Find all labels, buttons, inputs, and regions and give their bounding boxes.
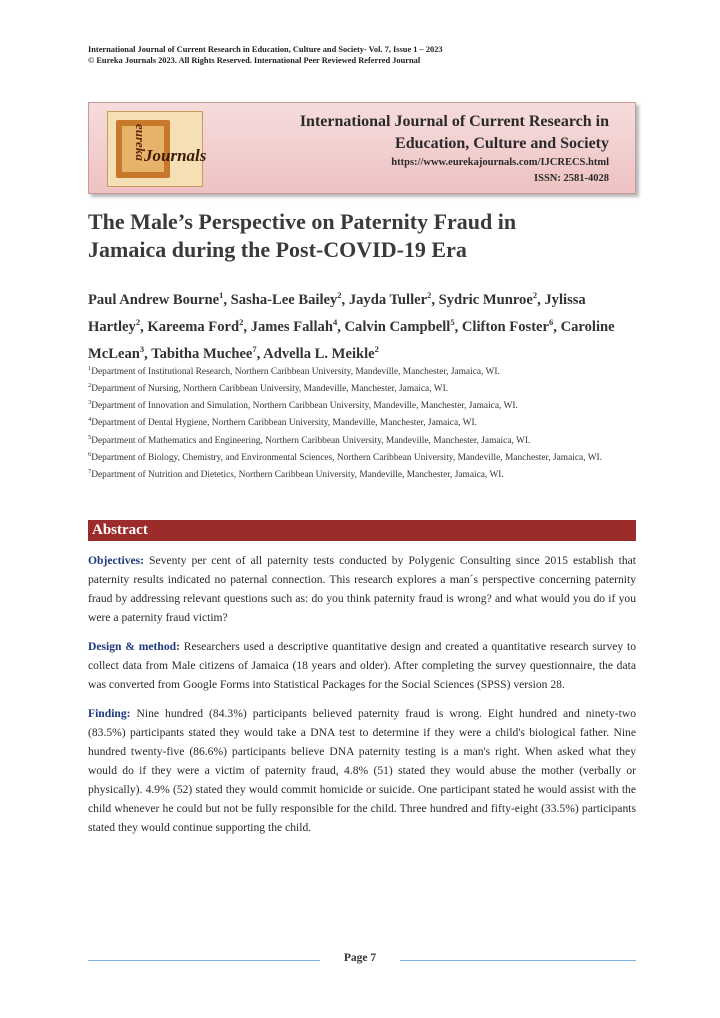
author-affiliation-marker: 2 [239, 316, 244, 327]
abstract-body [88, 551, 636, 847]
affiliation-list [88, 362, 636, 482]
author-name-text: Advella L. Meikle [263, 345, 375, 362]
banner-text [300, 111, 609, 187]
design-label: Design & method: [88, 640, 180, 653]
affiliation-text: Department of Innovation and Simulation, Northern Caribbean University, Mandeville, Manchester, Jamaica, WI. [91, 401, 518, 412]
author-name [88, 292, 223, 308]
objectives-label: Objectives: [88, 554, 145, 567]
affiliation-number: 7 [88, 467, 92, 475]
author-name-text: Calvin Campbell [344, 318, 451, 335]
affiliation-item [88, 465, 636, 482]
author-affiliation-marker: 4 [332, 316, 338, 327]
author-name [461, 316, 554, 335]
objectives-paragraph [88, 551, 636, 627]
author-name-text: Jayda Tuller [348, 291, 428, 308]
author-name [250, 316, 338, 335]
author-affiliation-marker: 1 [219, 290, 224, 300]
journal-banner [88, 102, 636, 194]
affiliation-text: Department of Nursing, Northern Caribbean University, Mandeville, Manchester, Jamaica, WI. [91, 384, 449, 395]
affiliation-number: 6 [88, 450, 92, 458]
author-affiliation-marker: 7 [252, 343, 257, 354]
journal-title-line-2: Education, Culture and Society [395, 135, 609, 152]
affiliation-text: Department of Biology, Chemistry, and Environmental Sciences, Northern Caribbean University, Mandeville, Manchester, Jamaica, WI. [91, 452, 603, 463]
author-name-text: Sydric Munroe [438, 291, 533, 308]
affiliation-number: 2 [88, 382, 92, 390]
journal-issn: ISSN: 2581-4028 [534, 173, 609, 184]
affiliation-text: Department of Institutional Research, Northern Caribbean University, Mandeville, Manchester, Jamaica, WI. [91, 367, 500, 378]
affiliation-number: 5 [88, 433, 92, 441]
author-name [151, 343, 257, 362]
page-number: Page 7 [343, 952, 377, 964]
abstract-heading-bar [88, 520, 636, 541]
paper-title [88, 208, 608, 264]
design-paragraph [88, 637, 636, 694]
author-affiliation-marker: 2 [374, 343, 379, 354]
objectives-text: Seventy per cent of all paternity tests conducted by Polygenic Consulting since 2015 establish that paternity results indicated no paternal connection. This research explores a man´s perspective concerning paternity fraud by addressing relevant questions such as: do you think paternity fraud is wrong? and what would you do if you were a paternity fraud victim? [88, 554, 636, 624]
running-head [88, 44, 648, 66]
logo-text-journals: Journals [144, 146, 207, 165]
author-name-text: Sasha-Lee Bailey [230, 291, 338, 308]
finding-text: Nine hundred (84.3%) participants believed paternity fraud is wrong. Eight hundred and ninety-two (83.5%) participants stated they would take a DNA test to determine if they were a child's biological father. Nine hundred twenty-five (86.6%) participants believe DNA paternity testing is a man's right. When asked what they would do if they were a victim of paternity fraud, 4.8% (51) stated they would abuse the mother (verbally or physically). 4.9% (52) stated they would commit homicide or suicide. One participant stated he would assist with the child whenever he could but not be fully responsible for the child. Three hundred and fifty-eight (33.5%) participants stated they would continue supporting the child. [88, 707, 636, 834]
author-name [147, 316, 244, 335]
author-name-text: Clifton Foster [461, 318, 550, 335]
affiliation-number: 4 [88, 416, 92, 424]
footer-rule-left [88, 960, 320, 961]
affiliation-number: 1 [88, 365, 92, 372]
affiliation-text: Department of Mathematics and Engineering, Northern Caribbean University, Mandeville, Manchester, Jamaica, WI. [91, 435, 531, 446]
affiliation-item [88, 379, 636, 396]
author-affiliation-marker: 2 [427, 290, 432, 300]
affiliation-item [88, 396, 636, 413]
author-list: Paul Andrew Bourne$^1$, Sasha-Lee Bailey$^2$, Jayda Tuller$^2$, Sydric Munroe$^2$, Jylissa Hartley$^2$, Kareema Ford$^2$, James Fallah$^4$, Calvin Campbell$^5$, Clifton Foster$^6$, Caroline McLean$^3$, Tabitha Muchee$^7$, Advella L. Meikle$^2$ [88, 290, 615, 362]
affiliation-item [88, 413, 636, 430]
author-name-text: Caroline McLean [88, 318, 615, 362]
journal-title-line-1: International Journal of Current Research in [299, 113, 609, 130]
author-affiliation-marker: 2 [532, 290, 538, 300]
design-text: Researchers used a descriptive quantitative design and created a quantitative research survey to collect data from Male citizens of Jamaica (18 years and older). After completing the survey questionnaire, the data was converted from Google Forms into Statistical Packages for the Social Sciences (SPSS) version 28. [88, 640, 637, 691]
journal-url: https://www.eurekajournals.com/IJCRECS.html [391, 157, 609, 168]
affiliation-number: 3 [88, 399, 92, 407]
author-affiliation-marker: 3 [139, 343, 145, 354]
author-name-text: James Fallah [250, 318, 333, 335]
abstract-heading: Abstract [92, 522, 148, 538]
author-affiliation-marker: 2 [135, 316, 141, 327]
author-name [439, 292, 537, 308]
finding-paragraph [88, 704, 636, 837]
author-affiliation-marker: 6 [549, 316, 554, 327]
finding-label: Finding: [88, 707, 131, 720]
author-name-text: Paul Andrew Bourne [88, 291, 220, 308]
logo-text-eureka: eureka [133, 124, 148, 161]
author-name-text: Kareema Ford [147, 318, 240, 335]
paper-title-line-1: The Male’s Perspective on Paternity Fraud in [88, 209, 517, 234]
running-head-line-1: International Journal of Current Research in Education, Culture and Society- Vol. 7, Issue 1 – 2023 [88, 45, 443, 54]
running-head-line-2: © Eureka Journals 2023. All Rights Reserved. International Peer Reviewed Referred Journal [88, 56, 421, 65]
paper-title-line-2: Jamaica during the Post-COVID-19 Era [88, 237, 467, 262]
author-name [231, 292, 342, 308]
author-name [344, 316, 455, 335]
journal-logo [107, 111, 207, 187]
author-name [349, 292, 432, 308]
author-name-text: Tabitha Muchee [151, 345, 253, 362]
affiliation-text: Department of Dental Hygiene, Northern Caribbean University, Mandeville, Manchester, Jamaica, WI. [91, 418, 477, 429]
affiliation-text: Department of Nutrition and Dietetics, Northern Caribbean University, Mandeville, Manchester, Jamaica, WI. [91, 469, 504, 480]
author-name [263, 343, 379, 362]
footer-rule-right [400, 960, 636, 961]
affiliation-item [88, 362, 636, 379]
affiliation-item [88, 448, 636, 465]
author-affiliation-marker: 2 [337, 290, 342, 300]
author-name-text: Jylissa Hartley [88, 291, 586, 335]
author-affiliation-marker: 5 [450, 316, 455, 327]
affiliation-item [88, 431, 636, 448]
